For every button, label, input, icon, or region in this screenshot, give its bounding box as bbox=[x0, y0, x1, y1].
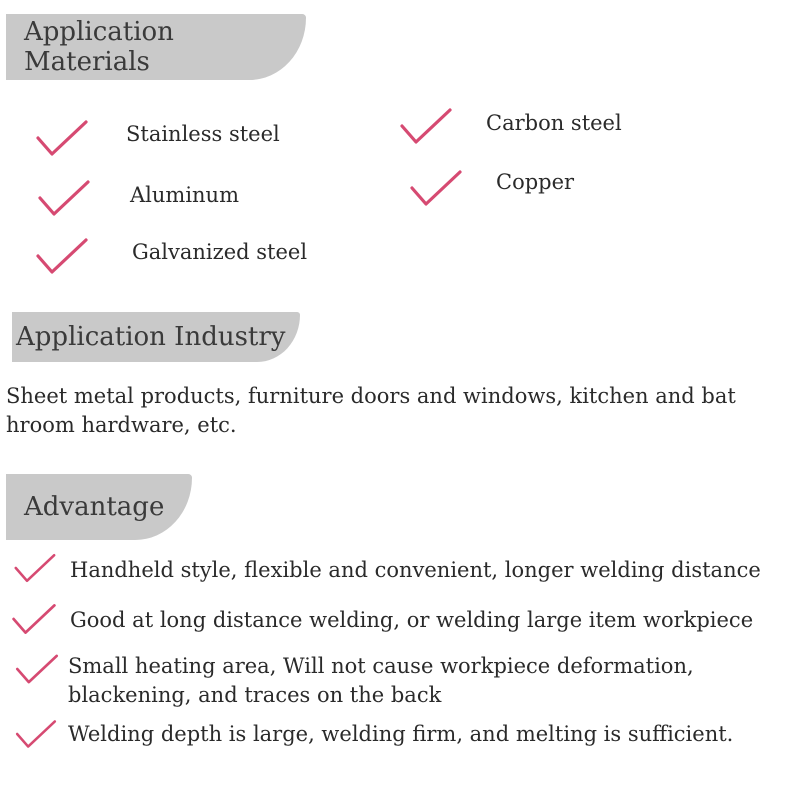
check-icon bbox=[36, 178, 92, 218]
check-icon bbox=[10, 602, 58, 636]
advantage-item: Good at long distance welding, or welding large item workpiece bbox=[70, 608, 754, 632]
material-item-aluminum: Aluminum bbox=[130, 183, 239, 207]
advantage-item: Handheld style, flexible and convenient, longer welding distance bbox=[70, 558, 761, 582]
check-icon bbox=[12, 552, 58, 584]
check-icon bbox=[34, 236, 90, 276]
check-icon bbox=[398, 108, 454, 148]
industry-heading: Application Industry bbox=[12, 312, 300, 362]
material-item-stainless-steel: Stainless steel bbox=[126, 122, 280, 146]
advantage-item: Welding depth is large, welding firm, and melting is sufficient. bbox=[68, 722, 734, 746]
advantage-heading: Advantage bbox=[6, 474, 192, 540]
material-item-copper: Copper bbox=[496, 170, 575, 194]
material-item-carbon-steel: Carbon steel bbox=[486, 111, 622, 135]
check-icon bbox=[14, 718, 58, 750]
check-icon bbox=[32, 118, 88, 158]
check-icon bbox=[14, 652, 60, 686]
check-icon bbox=[408, 168, 464, 208]
advantage-item: Small heating area, Will not cause workpiece deformation, blackening, and traces on the back bbox=[68, 654, 694, 707]
industry-description: Sheet metal products, furniture doors and windows, kitchen and bathroom hardware, etc. bbox=[6, 384, 736, 437]
materials-heading: Application Materials bbox=[6, 14, 306, 80]
material-item-galvanized-steel: Galvanized steel bbox=[132, 240, 308, 264]
